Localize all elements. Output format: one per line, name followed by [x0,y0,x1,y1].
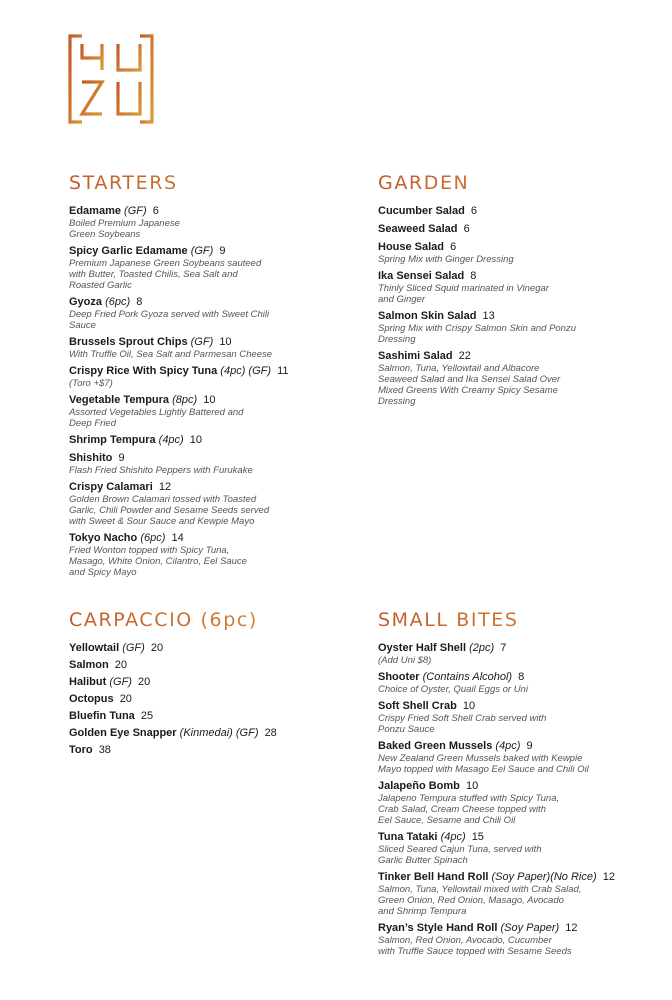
menu-item [378,739,663,775]
menu-item-tag: (Contains Alcohol) [422,671,513,683]
menu-item [69,244,339,291]
menu-item [378,699,663,735]
menu-item-description: Salmon, Tuna, Yellowtail mixed with Crab Salad, Green Onion, Red Onion, Masago, Avocado and Shrimp Tempura [378,884,582,917]
menu-item-price: 8 [136,296,143,308]
section-title: SMALL BITES [378,609,663,631]
menu-item-header [69,364,339,378]
menu-item-name: Baked Green Mussels [378,740,493,752]
menu-item-tag: (GF) [122,642,145,654]
menu-item-price: 12 [158,481,172,493]
menu-item-description: (Add Uni $8) [378,655,432,666]
menu-item-price: 11 [277,365,289,377]
menu-item-header [69,244,339,258]
menu-item-description: Spring Mix with Ginger Dressing [378,254,514,265]
menu-item-header [378,222,648,236]
menu-item [69,743,349,757]
menu-item-name: Crispy Calamari [69,481,153,493]
menu-item-price: 20 [150,642,164,654]
menu-item-price: 25 [140,710,154,722]
section-title: CARPACCIO (6pc) [69,609,349,631]
menu-item-price: 38 [98,744,111,756]
menu-item-header [69,480,339,494]
starters-section [69,172,339,582]
menu-item-description: Deep Fried Pork Gyoza served with Sweet Chili Sauce [69,309,270,331]
menu-item-tag: (Kinmedai) (GF) [179,727,259,739]
menu-item-name: Edamame [69,205,121,217]
menu-item-name: Soft Shell Crab [378,700,457,712]
menu-item [69,295,339,331]
menu-item-description: (Toro +$7) [69,378,113,389]
menu-item-name: Spicy Garlic Edamame [69,245,188,257]
menu-item-price: 9 [526,740,533,752]
menu-item-header [378,204,648,218]
menu-item-price: 22 [458,350,471,362]
garden-list [378,204,648,407]
menu-item-tag: (GF) [109,676,132,688]
menu-item-name: Halibut [69,676,107,688]
menu-item-tag: (4pc) [495,740,521,752]
menu-item-price: 20 [138,676,151,688]
menu-item-description: Spring Mix with Crispy Salmon Skin and Ponzu Dressing [378,323,577,345]
menu-item-header [69,295,339,309]
menu-item-description: Premium Japanese Green Soybeans sauteed with Butter, Toasted Chilis, Sea Salt and Roasted Garlic [69,258,262,291]
menu-item-header [69,204,339,218]
menu-item-header [69,531,339,545]
menu-item-tag: (GF) [190,336,214,348]
menu-item-price: 8 [518,671,525,683]
menu-item [378,309,648,345]
menu-item-tag: (4pc) (GF) [220,365,272,377]
menu-item-tag: (4pc) [158,434,184,446]
menu-item-header [69,641,349,655]
menu-item [69,335,339,360]
menu-item-name: Cucumber Salad [378,205,465,217]
menu-item-tag: (2pc) [469,642,495,654]
menu-item-price: 10 [189,434,203,446]
menu-item-price: 9 [219,245,226,257]
menu-item-name: Golden Eye Snapper [69,727,177,739]
menu-item-header [69,658,349,672]
menu-item-name: Ika Sensei Salad [378,270,465,282]
menu-item-name: Shooter [378,671,420,683]
menu-item-header [378,739,663,753]
menu-item-name: Crispy Rice With Spicy Tuna [69,365,218,377]
menu-item-tag: (4pc) [440,831,466,843]
carpaccio-section [69,609,349,760]
menu-item [69,692,349,706]
menu-item-price: 7 [500,642,507,654]
menu-item-header [378,870,663,884]
menu-item-description: Thinly Sliced Squid marinated in Vinegar and Ginger [378,283,549,305]
menu-item-name: Shishito [69,452,113,464]
menu-item-header [378,269,648,283]
menu-item-header [378,641,663,655]
menu-item-price: 6 [463,223,470,235]
menu-item-tag: (GF) [190,245,214,257]
menu-item-header [69,451,339,465]
small-bites-section [378,609,663,961]
menu-item-description: Jalapeno Tempura stuffed with Spicy Tuna, Crab Salad, Cream Cheese topped with Eel Sauce, Sesame and Chili Oil [378,793,560,826]
section-title: GARDEN [378,172,648,194]
menu-item [69,726,349,740]
menu-item-header [69,743,349,757]
menu-item-tag: (6pc) [140,532,166,544]
menu-item-name: Vegetable Tempura [69,394,170,406]
menu-item-name: Seaweed Salad [378,223,458,235]
menu-item-name: Brussels Sprout Chips [69,336,188,348]
menu-item-header [378,349,648,363]
garden-section [378,172,648,411]
yuzu-logo-icon [68,34,154,124]
menu-item-description: Assorted Vegetables Lightly Battered and Deep Fried [69,407,244,429]
menu-item [69,709,349,723]
menu-item-description: Flash Fried Shishito Peppers with Furukake [69,465,253,476]
menu-item-header [378,921,663,935]
menu-item-tag: (GF) [124,205,147,217]
menu-item-header [378,309,648,323]
menu-item [69,204,339,240]
menu-item-price: 6 [470,205,477,217]
menu-item [69,675,349,689]
menu-item-header [69,692,349,706]
menu-item-name: Yellowtail [69,642,120,654]
carpaccio-list [69,641,349,757]
menu-item-name: Tuna Tataki [378,831,438,843]
menu-item-price: 8 [470,270,477,282]
menu-item-price: 14 [171,532,184,544]
menu-item-price: 12 [602,871,615,883]
menu-item-header [69,726,349,740]
menu-item-description: Salmon, Tuna, Yellowtail and Albacore Seaweed Salad and Ika Sensei Salad Over Mixed Greens With Creamy Spicy Sesame Dressing [378,363,561,407]
section-title: STARTERS [69,172,339,194]
menu-item-price: 10 [462,700,476,712]
menu-item [378,204,648,218]
menu-item-description: Boiled Premium Japanese Green Soybeans [69,218,180,240]
menu-item-description: Choice of Oyster, Quail Eggs or Uni [378,684,528,695]
menu-item-description: Salmon, Red Onion, Avocado, Cucumber with Truffle Sauce topped with Sesame Seeds [378,935,572,957]
menu-item-name: Octopus [69,693,114,705]
menu-item-header [378,830,663,844]
menu-item-price: 13 [482,310,495,322]
menu-item [378,269,648,305]
menu-item-name: Shrimp Tempura [69,434,156,446]
menu-item-price: 6 [450,241,457,253]
menu-item-price: 20 [119,693,132,705]
menu-item-header [378,779,663,793]
menu-item [378,921,663,957]
menu-item-price: 20 [114,659,128,671]
menu-item [378,830,663,866]
menu-item [69,480,339,527]
menu-item [69,451,339,476]
menu-item [378,670,663,695]
menu-item [378,870,663,917]
menu-item-description: Golden Brown Calamari tossed with Toasted Garlic, Chili Powder and Sesame Seeds served with Sweet & Sour Sauce and Kewpie Mayo [69,494,270,527]
menu-item [69,393,339,429]
menu-item-price: 6 [152,205,159,217]
starters-list [69,204,339,578]
menu-item [69,658,349,672]
menu-item-name: Tokyo Nacho [69,532,138,544]
menu-item-price: 10 [465,780,479,792]
menu-item-description: New Zealand Green Mussels baked with Kewpie Mayo topped with Masago Eel Sauce and Chili Oil [378,753,589,775]
menu-item-price: 12 [565,922,578,934]
menu-item [378,222,648,236]
menu-item [378,641,663,666]
menu-item-price: 10 [219,336,232,348]
menu-item-tag: (6pc) [105,296,131,308]
menu-item-name: Tinker Bell Hand Roll [378,871,489,883]
menu-item-name: Salmon [69,659,109,671]
menu-item-name: Oyster Half Shell [378,642,467,654]
menu-item [69,531,339,578]
menu-item [69,433,339,447]
menu-item-header [378,699,663,713]
menu-item [69,641,349,655]
menu-item-description: With Truffle Oil, Sea Salt and Parmesan Cheese [69,349,273,360]
menu-item-name: Ryan’s Style Hand Roll [378,922,498,934]
menu-item-name: House Salad [378,241,445,253]
menu-item-tag: (8pc) [172,394,198,406]
menu-item-name: Salmon Skin Salad [378,310,477,322]
menu-item [378,779,663,826]
menu-item-name: Sashimi Salad [378,350,453,362]
menu-item-tag: (Soy Paper)(No Rice) [491,871,597,883]
menu-item-header [69,335,339,349]
small-bites-list [378,641,663,957]
menu-item-header [69,393,339,407]
menu-item-header [69,433,339,447]
menu-item-price: 28 [264,727,277,739]
menu-item-price: 10 [203,394,216,406]
menu-item-description: Sliced Seared Cajun Tuna, served with Garlic Butter Spinach [378,844,542,866]
menu-item [378,240,648,265]
menu-item-name: Gyoza [69,296,103,308]
menu-item-description: Crispy Fried Soft Shell Crab served with Ponzu Sauce [378,713,547,735]
menu-item-header [378,240,648,254]
menu-item-tag: (Soy Paper) [500,922,560,934]
menu-item-price: 15 [471,831,484,843]
menu-item-header [378,670,663,684]
menu-item-name: Bluefin Tuna [69,710,135,722]
menu-item-name: Jalapeño Bomb [378,780,460,792]
menu-item-header [69,709,349,723]
menu-item [69,364,339,389]
menu-item-price: 9 [118,452,125,464]
menu-item-header [69,675,349,689]
menu-item-description: Fried Wonton topped with Spicy Tuna, Masago, White Onion, Cilantro, Eel Sauce and Spicy Mayo [69,545,247,578]
menu-item [378,349,648,407]
menu-item-name: Toro [69,744,93,756]
